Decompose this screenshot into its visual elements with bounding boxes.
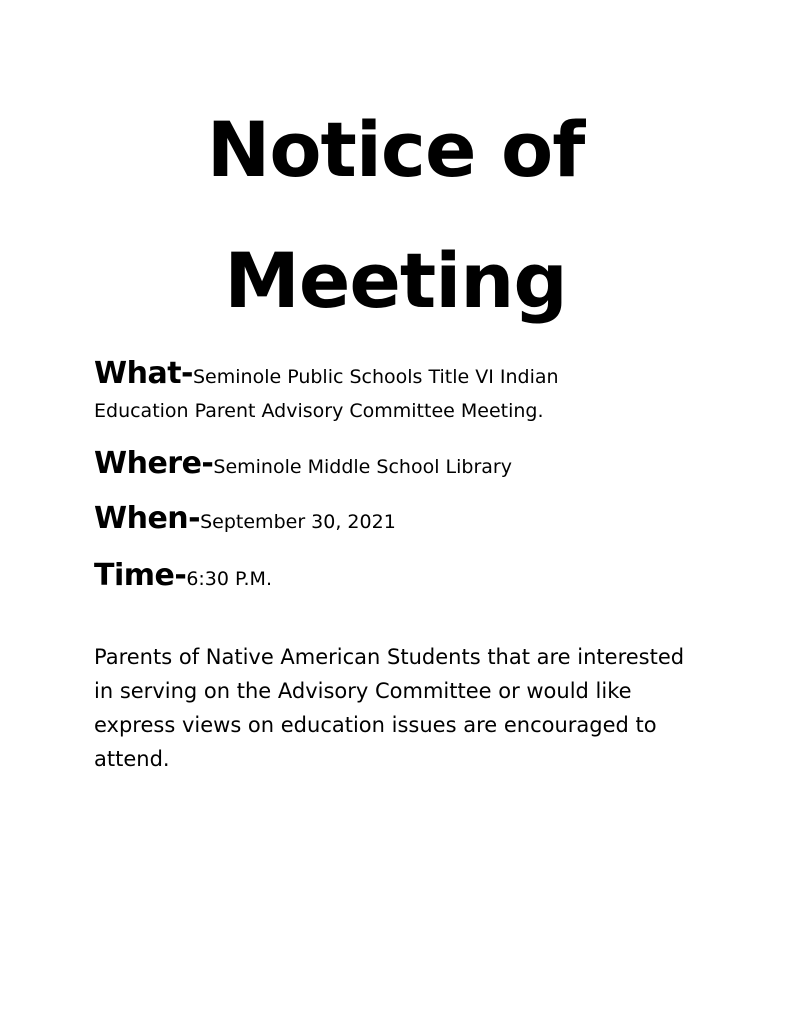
- what-value-line-1: Seminole Public Schools Title VI Indian: [192, 366, 559, 388]
- paragraph-line: attend.: [94, 747, 170, 771]
- where-value: Seminole Middle School Library: [213, 456, 512, 478]
- what-field: [94, 356, 734, 391]
- when-field: [94, 501, 734, 536]
- invitation-paragraph: [94, 640, 704, 776]
- paragraph-line: express views on education issues are encouraged to: [94, 713, 657, 737]
- where-field: [94, 446, 734, 481]
- time-value: 6:30 P.M.: [186, 568, 272, 590]
- time-label: Time-: [94, 558, 187, 593]
- time-field: [94, 558, 734, 593]
- when-value: September 30, 2021: [200, 511, 396, 533]
- title-line-1: Notice of: [206, 105, 585, 194]
- paragraph-line: Parents of Native American Students that are interested: [94, 645, 685, 669]
- paragraph-line: in serving on the Advisory Committee or would like: [94, 679, 632, 703]
- where-label: Where-: [94, 446, 214, 481]
- title-line-2: Meeting: [224, 236, 567, 325]
- when-label: When-: [94, 501, 201, 536]
- what-label: What-: [94, 356, 193, 391]
- what-value-line-2: Education Parent Advisory Committee Meeting.: [94, 400, 544, 422]
